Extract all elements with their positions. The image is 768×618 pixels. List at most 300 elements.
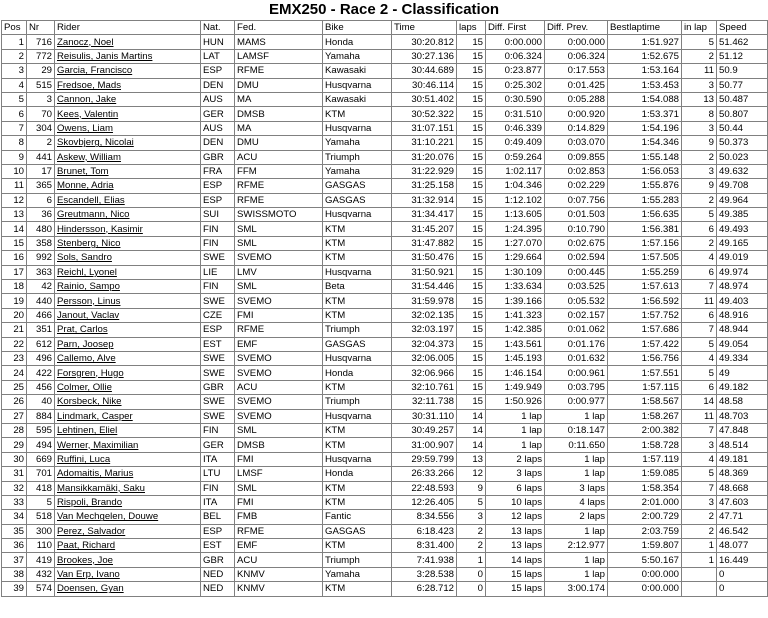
rider-link[interactable]: Owens, Liam bbox=[57, 122, 113, 134]
cell-in-lap: 3 bbox=[682, 438, 717, 452]
cell-fed: ACU bbox=[235, 150, 323, 164]
cell-bestlaptime: 1:57.115 bbox=[608, 380, 682, 394]
table-row bbox=[2, 78, 768, 92]
cell-nat: GBR bbox=[201, 150, 235, 164]
cell-diff-first: 2 laps bbox=[486, 452, 545, 466]
cell-time: 32:02.135 bbox=[392, 308, 457, 322]
cell-nat: FIN bbox=[201, 280, 235, 294]
cell-speed: 51.12 bbox=[717, 49, 768, 63]
cell-fed: SVEMO bbox=[235, 395, 323, 409]
cell-speed: 48.944 bbox=[717, 323, 768, 337]
header-row bbox=[2, 21, 768, 35]
cell-nat: LTU bbox=[201, 467, 235, 481]
cell-bestlaptime: 1:59.807 bbox=[608, 539, 682, 553]
cell-speed: 50.023 bbox=[717, 150, 768, 164]
cell-rider bbox=[55, 366, 201, 380]
cell-time: 6:18.423 bbox=[392, 524, 457, 538]
cell-fed: SML bbox=[235, 222, 323, 236]
cell-rider bbox=[55, 395, 201, 409]
cell-time: 30:27.136 bbox=[392, 49, 457, 63]
rider-link[interactable]: Janout, Vaclav bbox=[57, 310, 120, 321]
cell-time: 32:03.197 bbox=[392, 323, 457, 337]
cell-in-lap: 5 bbox=[682, 366, 717, 380]
cell-diff-prev: 0:02.675 bbox=[545, 236, 608, 250]
cell-in-lap bbox=[682, 582, 717, 596]
cell-speed: 48.369 bbox=[717, 467, 768, 481]
cell-in-lap: 7 bbox=[682, 423, 717, 437]
cell-nr: 351 bbox=[27, 323, 55, 337]
cell-diff-prev: 0:00.961 bbox=[545, 366, 608, 380]
table-row bbox=[2, 208, 768, 222]
rider-link[interactable]: Reisulis, Janis Martins bbox=[57, 50, 153, 62]
rider-link[interactable]: Stenberg, Nico bbox=[57, 238, 121, 250]
table-row bbox=[2, 294, 768, 308]
rider-link[interactable]: Van Mechgelen, Douwe bbox=[57, 511, 159, 523]
cell-nr: 494 bbox=[27, 438, 55, 452]
rider-link[interactable]: Skovbjerg, Nicolai bbox=[57, 137, 134, 149]
cell-nat: SWE bbox=[201, 294, 235, 308]
cell-pos: 5 bbox=[2, 92, 27, 106]
cell-laps: 15 bbox=[457, 92, 486, 106]
cell-rider bbox=[55, 481, 201, 495]
cell-time: 31:22.929 bbox=[392, 164, 457, 178]
rider-link[interactable]: Garcia, Francisco bbox=[57, 65, 133, 77]
table-row bbox=[2, 452, 768, 466]
cell-bestlaptime: 2:01.000 bbox=[608, 495, 682, 509]
cell-laps: 14 bbox=[457, 438, 486, 452]
cell-bestlaptime: 1:57.752 bbox=[608, 308, 682, 322]
cell-nat: SWE bbox=[201, 351, 235, 365]
table-row bbox=[2, 251, 768, 265]
cell-nr: 441 bbox=[27, 150, 55, 164]
cell-time: 26:33.266 bbox=[392, 467, 457, 481]
cell-rider bbox=[55, 49, 201, 63]
rider-link[interactable]: Sols, Sandro bbox=[57, 252, 112, 264]
cell-rider bbox=[55, 553, 201, 567]
cell-rider bbox=[55, 510, 201, 524]
rider-link[interactable]: Paat, Richard bbox=[57, 540, 116, 552]
cell-in-lap: 9 bbox=[682, 179, 717, 193]
cell-in-lap: 5 bbox=[682, 467, 717, 481]
cell-bike: KTM bbox=[323, 308, 392, 322]
rider-link[interactable]: Parn, Joosep bbox=[57, 338, 114, 350]
cell-bike: GASGAS bbox=[323, 524, 392, 538]
cell-laps: 2 bbox=[457, 524, 486, 538]
cell-bestlaptime: 1:58.728 bbox=[608, 438, 682, 452]
cell-diff-prev: 0:00.920 bbox=[545, 107, 608, 121]
cell-nr: 432 bbox=[27, 567, 55, 581]
rider-link[interactable]: Prat, Carlos bbox=[57, 324, 108, 336]
cell-diff-prev: 0:10.790 bbox=[545, 222, 608, 236]
cell-laps: 13 bbox=[457, 452, 486, 466]
cell-laps: 12 bbox=[457, 467, 486, 481]
cell-speed: 49.181 bbox=[717, 452, 768, 466]
cell-fed: FMB bbox=[235, 510, 323, 524]
cell-nat: ITA bbox=[201, 495, 235, 509]
cell-diff-first: 1:41.323 bbox=[486, 308, 545, 322]
cell-diff-prev: 0:01.176 bbox=[545, 337, 608, 351]
col-header-diff-prev: Diff. Prev. bbox=[545, 21, 608, 35]
cell-rider bbox=[55, 78, 201, 92]
cell-nr: 29 bbox=[27, 64, 55, 78]
cell-rider bbox=[55, 438, 201, 452]
cell-in-lap: 2 bbox=[682, 236, 717, 250]
cell-bestlaptime: 1:59.085 bbox=[608, 467, 682, 481]
cell-fed: RFME bbox=[235, 193, 323, 207]
rider-link[interactable]: Brookes, Joe bbox=[57, 554, 113, 566]
cell-bestlaptime: 1:57.505 bbox=[608, 251, 682, 265]
rider-link[interactable]: Doensen, Gyan bbox=[57, 583, 124, 595]
cell-diff-first: 1:43.561 bbox=[486, 337, 545, 351]
cell-nr: 440 bbox=[27, 294, 55, 308]
rider-link[interactable]: Monne, Adria bbox=[57, 180, 114, 192]
cell-nr: 466 bbox=[27, 308, 55, 322]
cell-laps: 15 bbox=[457, 78, 486, 92]
cell-rider bbox=[55, 423, 201, 437]
cell-fed: RFME bbox=[235, 179, 323, 193]
cell-pos: 4 bbox=[2, 78, 27, 92]
cell-time: 30:51.402 bbox=[392, 92, 457, 106]
cell-nat: HUN bbox=[201, 35, 235, 49]
cell-pos: 2 bbox=[2, 49, 27, 63]
cell-fed: DMSB bbox=[235, 107, 323, 121]
cell-rider bbox=[55, 179, 201, 193]
cell-rider bbox=[55, 193, 201, 207]
rider-link[interactable]: Forsgren, Hugo bbox=[57, 367, 124, 379]
table-row bbox=[2, 150, 768, 164]
cell-speed: 49.334 bbox=[717, 351, 768, 365]
cell-pos: 34 bbox=[2, 510, 27, 524]
rider-link[interactable]: Persson, Linus bbox=[57, 295, 121, 307]
cell-bestlaptime: 1:55.876 bbox=[608, 179, 682, 193]
rider-link[interactable]: Werner, Maximilian bbox=[57, 439, 139, 451]
cell-fed: MA bbox=[235, 92, 323, 106]
cell-nr: 2 bbox=[27, 136, 55, 150]
cell-rider bbox=[55, 35, 201, 49]
cell-diff-first: 0:30.590 bbox=[486, 92, 545, 106]
cell-diff-first: 1:46.154 bbox=[486, 366, 545, 380]
rider-link[interactable]: Kees, Valentin bbox=[57, 108, 119, 120]
cell-pos: 6 bbox=[2, 107, 27, 121]
cell-rider bbox=[55, 524, 201, 538]
cell-bike: Beta bbox=[323, 280, 392, 294]
cell-speed: 49.019 bbox=[717, 251, 768, 265]
cell-diff-prev: 0:05.532 bbox=[545, 294, 608, 308]
cell-bestlaptime: 2:00.382 bbox=[608, 423, 682, 437]
cell-speed: 50.44 bbox=[717, 121, 768, 135]
cell-fed: ACU bbox=[235, 380, 323, 394]
cell-laps: 15 bbox=[457, 222, 486, 236]
rider-link[interactable]: Cannon, Jake bbox=[57, 94, 117, 106]
cell-in-lap: 8 bbox=[682, 107, 717, 121]
cell-rider bbox=[55, 351, 201, 365]
cell-fed: KNMV bbox=[235, 567, 323, 581]
cell-pos: 23 bbox=[2, 351, 27, 365]
cell-laps: 15 bbox=[457, 366, 486, 380]
cell-time: 30:46.114 bbox=[392, 78, 457, 92]
cell-bestlaptime: 1:53.371 bbox=[608, 107, 682, 121]
cell-time: 31:32.914 bbox=[392, 193, 457, 207]
cell-pos: 18 bbox=[2, 280, 27, 294]
cell-nat: EST bbox=[201, 539, 235, 553]
cell-nat: DEN bbox=[201, 136, 235, 150]
cell-bestlaptime: 1:56.592 bbox=[608, 294, 682, 308]
table-row bbox=[2, 222, 768, 236]
rider-link[interactable]: Ruffini, Luca bbox=[57, 453, 111, 465]
cell-bike: KTM bbox=[323, 236, 392, 250]
cell-diff-first: 1:49.949 bbox=[486, 380, 545, 394]
cell-laps: 5 bbox=[457, 495, 486, 509]
cell-bike: KTM bbox=[323, 539, 392, 553]
cell-diff-prev: 0:01.503 bbox=[545, 208, 608, 222]
cell-bestlaptime: 1:58.354 bbox=[608, 481, 682, 495]
cell-bestlaptime: 2:00.729 bbox=[608, 510, 682, 524]
cell-diff-first: 1 lap bbox=[486, 423, 545, 437]
cell-fed: SVEMO bbox=[235, 366, 323, 380]
cell-nat: GBR bbox=[201, 380, 235, 394]
cell-diff-first: 0:23.877 bbox=[486, 64, 545, 78]
cell-diff-prev: 0:02.229 bbox=[545, 179, 608, 193]
cell-laps: 1 bbox=[457, 553, 486, 567]
table-row bbox=[2, 467, 768, 481]
cell-rider bbox=[55, 107, 201, 121]
cell-in-lap: 2 bbox=[682, 193, 717, 207]
cell-rider bbox=[55, 280, 201, 294]
cell-pos: 38 bbox=[2, 567, 27, 581]
cell-bike: KTM bbox=[323, 438, 392, 452]
cell-diff-prev: 4 laps bbox=[545, 495, 608, 509]
cell-pos: 29 bbox=[2, 438, 27, 452]
cell-diff-first: 1:27.070 bbox=[486, 236, 545, 250]
rider-link[interactable]: Korsbeck, Nike bbox=[57, 396, 122, 408]
cell-rider bbox=[55, 294, 201, 308]
cell-bestlaptime: 1:56.635 bbox=[608, 208, 682, 222]
cell-nat: FIN bbox=[201, 236, 235, 250]
cell-rider bbox=[55, 236, 201, 250]
cell-diff-first: 1:29.664 bbox=[486, 251, 545, 265]
cell-nr: 17 bbox=[27, 164, 55, 178]
cell-speed: 48.703 bbox=[717, 409, 768, 423]
cell-nat: ESP bbox=[201, 64, 235, 78]
cell-nat: EST bbox=[201, 337, 235, 351]
cell-diff-first: 15 laps bbox=[486, 582, 545, 596]
cell-nr: 574 bbox=[27, 582, 55, 596]
cell-pos: 22 bbox=[2, 337, 27, 351]
cell-fed: SVEMO bbox=[235, 251, 323, 265]
cell-nr: 40 bbox=[27, 395, 55, 409]
cell-diff-prev: 1 lap bbox=[545, 567, 608, 581]
cell-diff-prev: 0:00.977 bbox=[545, 395, 608, 409]
cell-fed: SVEMO bbox=[235, 294, 323, 308]
cell-laps: 14 bbox=[457, 409, 486, 423]
cell-time: 32:06.005 bbox=[392, 351, 457, 365]
cell-fed: LMSF bbox=[235, 467, 323, 481]
cell-rider bbox=[55, 337, 201, 351]
cell-bike: KTM bbox=[323, 251, 392, 265]
cell-pos: 21 bbox=[2, 323, 27, 337]
cell-diff-first: 0:00.000 bbox=[486, 35, 545, 49]
cell-fed: RFME bbox=[235, 323, 323, 337]
table-row bbox=[2, 395, 768, 409]
cell-time: 31:00.907 bbox=[392, 438, 457, 452]
cell-diff-prev: 0:03.795 bbox=[545, 380, 608, 394]
rider-link[interactable]: Lindmark, Casper bbox=[57, 410, 133, 422]
cell-speed: 48.974 bbox=[717, 280, 768, 294]
cell-diff-prev: 0:06.324 bbox=[545, 49, 608, 63]
cell-laps: 15 bbox=[457, 208, 486, 222]
cell-diff-first: 0:31.510 bbox=[486, 107, 545, 121]
cell-laps: 15 bbox=[457, 265, 486, 279]
cell-nat: ESP bbox=[201, 323, 235, 337]
cell-nat: CZE bbox=[201, 308, 235, 322]
cell-in-lap: 6 bbox=[682, 380, 717, 394]
cell-bike: KTM bbox=[323, 582, 392, 596]
cell-bestlaptime: 1:55.148 bbox=[608, 150, 682, 164]
cell-bike: Kawasaki bbox=[323, 64, 392, 78]
cell-speed: 0 bbox=[717, 567, 768, 581]
cell-bike: KTM bbox=[323, 495, 392, 509]
cell-nat: SUI bbox=[201, 208, 235, 222]
table-row bbox=[2, 582, 768, 596]
col-header-bike: Bike bbox=[323, 21, 392, 35]
cell-nr: 365 bbox=[27, 179, 55, 193]
cell-laps: 15 bbox=[457, 351, 486, 365]
cell-in-lap: 2 bbox=[682, 510, 717, 524]
cell-in-lap bbox=[682, 567, 717, 581]
rider-link[interactable]: Askew, William bbox=[57, 151, 121, 163]
cell-nr: 418 bbox=[27, 481, 55, 495]
cell-in-lap: 5 bbox=[682, 35, 717, 49]
cell-time: 30:20.812 bbox=[392, 35, 457, 49]
col-header-in-lap: in lap bbox=[682, 21, 717, 35]
cell-nat: AUS bbox=[201, 92, 235, 106]
cell-rider bbox=[55, 92, 201, 106]
cell-pos: 13 bbox=[2, 208, 27, 222]
rider-link[interactable]: Lehtinen, Eliel bbox=[57, 425, 118, 437]
col-header-rider: Rider bbox=[55, 21, 201, 35]
table-row bbox=[2, 136, 768, 150]
cell-pos: 28 bbox=[2, 423, 27, 437]
cell-time: 30:49.257 bbox=[392, 423, 457, 437]
cell-in-lap: 7 bbox=[682, 481, 717, 495]
rider-link[interactable]: Callemo, Alve bbox=[57, 353, 116, 365]
cell-nat: ESP bbox=[201, 179, 235, 193]
cell-nr: 612 bbox=[27, 337, 55, 351]
rider-link[interactable]: Rainio, Sampo bbox=[57, 281, 120, 293]
rider-link[interactable]: Rispoli, Brando bbox=[57, 497, 123, 509]
rider-link[interactable]: Hindersson, Kasimir bbox=[57, 223, 143, 235]
cell-speed: 51.462 bbox=[717, 35, 768, 49]
rider-link[interactable]: Adomaitis, Marius bbox=[57, 468, 134, 480]
cell-speed: 16.449 bbox=[717, 553, 768, 567]
cell-fed: EMF bbox=[235, 539, 323, 553]
cell-laps: 15 bbox=[457, 193, 486, 207]
rider-link[interactable]: Greutmann, Nico bbox=[57, 209, 130, 221]
cell-nr: 419 bbox=[27, 553, 55, 567]
cell-time: 31:07.151 bbox=[392, 121, 457, 135]
cell-nr: 3 bbox=[27, 92, 55, 106]
cell-speed: 48.077 bbox=[717, 539, 768, 553]
cell-fed: SML bbox=[235, 481, 323, 495]
table-row bbox=[2, 409, 768, 423]
cell-nr: 992 bbox=[27, 251, 55, 265]
table-row bbox=[2, 351, 768, 365]
rider-link[interactable]: Reichl, Lyonel bbox=[57, 266, 117, 278]
cell-in-lap: 6 bbox=[682, 308, 717, 322]
cell-bestlaptime: 0:00.000 bbox=[608, 582, 682, 596]
cell-in-lap: 4 bbox=[682, 351, 717, 365]
rider-link[interactable]: Escandell, Elias bbox=[57, 194, 125, 206]
cell-fed: SML bbox=[235, 280, 323, 294]
col-header-time: Time bbox=[392, 21, 457, 35]
cell-speed: 0 bbox=[717, 582, 768, 596]
cell-time: 31:50.921 bbox=[392, 265, 457, 279]
rider-link[interactable]: Brunet, Tom bbox=[57, 166, 109, 178]
cell-bestlaptime: 0:00.000 bbox=[608, 567, 682, 581]
cell-nat: NED bbox=[201, 582, 235, 596]
cell-fed: FFM bbox=[235, 164, 323, 178]
cell-diff-first: 6 laps bbox=[486, 481, 545, 495]
table-row bbox=[2, 280, 768, 294]
cell-pos: 33 bbox=[2, 495, 27, 509]
cell-bike: Yamaha bbox=[323, 164, 392, 178]
cell-speed: 50.77 bbox=[717, 78, 768, 92]
rider-link[interactable]: Colmer, Ollie bbox=[57, 381, 112, 393]
rider-link[interactable]: Mansikkamäki, Saku bbox=[57, 482, 145, 494]
cell-laps: 0 bbox=[457, 582, 486, 596]
cell-diff-prev: 1 lap bbox=[545, 467, 608, 481]
cell-speed: 50.373 bbox=[717, 136, 768, 150]
cell-nr: 884 bbox=[27, 409, 55, 423]
cell-laps: 15 bbox=[457, 121, 486, 135]
cell-laps: 2 bbox=[457, 539, 486, 553]
cell-nr: 358 bbox=[27, 236, 55, 250]
cell-bestlaptime: 1:57.119 bbox=[608, 452, 682, 466]
cell-diff-prev: 0:00.000 bbox=[545, 35, 608, 49]
table-row bbox=[2, 366, 768, 380]
cell-fed: SML bbox=[235, 236, 323, 250]
cell-nat: ESP bbox=[201, 193, 235, 207]
cell-pos: 25 bbox=[2, 380, 27, 394]
cell-nr: 363 bbox=[27, 265, 55, 279]
cell-rider bbox=[55, 582, 201, 596]
cell-nat: NED bbox=[201, 567, 235, 581]
rider-link[interactable]: Fredsoe, Mads bbox=[57, 79, 121, 91]
cell-pos: 32 bbox=[2, 481, 27, 495]
cell-diff-first: 14 laps bbox=[486, 553, 545, 567]
rider-link[interactable]: Van Erp, Ivano bbox=[57, 569, 120, 581]
rider-link[interactable]: Perez, Salvador bbox=[57, 525, 126, 537]
cell-speed: 48.58 bbox=[717, 395, 768, 409]
table-row bbox=[2, 193, 768, 207]
cell-time: 32:11.738 bbox=[392, 395, 457, 409]
cell-diff-prev: 0:09.855 bbox=[545, 150, 608, 164]
cell-time: 22:48.593 bbox=[392, 481, 457, 495]
cell-fed: SWISSMOTO bbox=[235, 208, 323, 222]
cell-bike: Husqvarna bbox=[323, 208, 392, 222]
cell-speed: 49.182 bbox=[717, 380, 768, 394]
cell-pos: 12 bbox=[2, 193, 27, 207]
cell-in-lap: 3 bbox=[682, 121, 717, 135]
cell-diff-prev: 0:18.147 bbox=[545, 423, 608, 437]
cell-speed: 49.708 bbox=[717, 179, 768, 193]
rider-link[interactable]: Zanocz, Noel bbox=[57, 36, 114, 48]
cell-rider bbox=[55, 539, 201, 553]
cell-fed: DMU bbox=[235, 136, 323, 150]
cell-diff-prev: 2:12.977 bbox=[545, 539, 608, 553]
cell-diff-first: 0:46.339 bbox=[486, 121, 545, 135]
cell-diff-first: 0:49.409 bbox=[486, 136, 545, 150]
